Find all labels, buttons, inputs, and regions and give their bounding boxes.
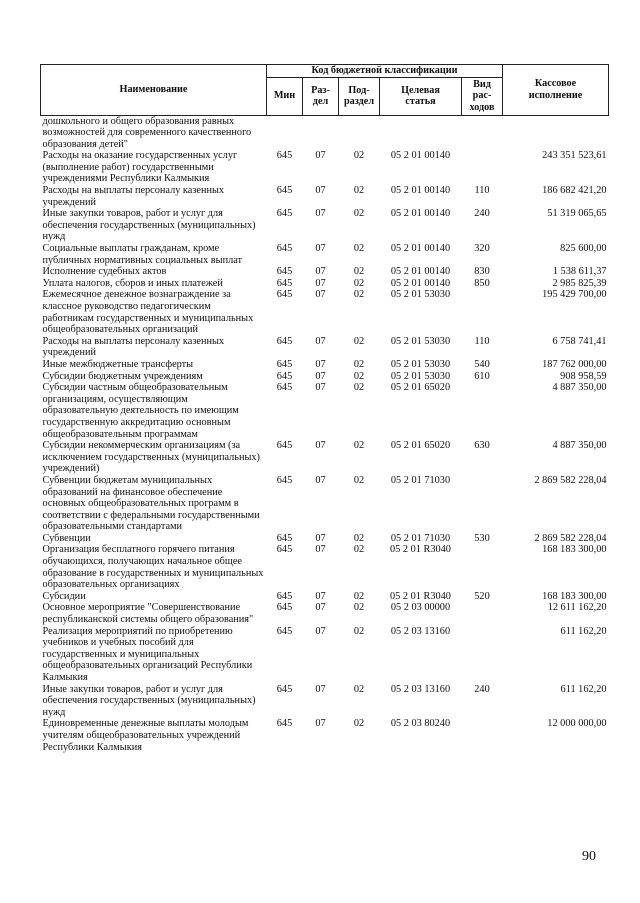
- table-row: [41, 684, 609, 719]
- row-name: Субсидии: [42, 590, 86, 602]
- row-name: Иные закупки товаров, работ и услуг для обеспечения государственных (муниципальных) нужд: [42, 683, 256, 718]
- row-expense-type: [462, 544, 503, 590]
- row-target: 05 2 01 R3040: [390, 544, 451, 556]
- table-row: [41, 336, 609, 359]
- row-razdel: 07: [315, 185, 326, 197]
- table-row: [41, 289, 609, 335]
- row-podrazdel: 02: [353, 440, 365, 452]
- row-name: Субсидии некоммерческим организациям (за исключением государственных (муниципальных) учреждений): [42, 440, 260, 475]
- table-row: [41, 718, 609, 753]
- header-podrazdel: Под- раздел: [339, 77, 380, 115]
- table-row: [41, 359, 609, 371]
- header-target: Целевая статья: [380, 77, 462, 115]
- row-min: 645: [276, 150, 293, 162]
- row-target: 05 2 01 65020: [390, 440, 451, 452]
- row-amount: 243 351 523,61: [542, 150, 607, 162]
- table-row: [41, 591, 609, 603]
- row-name: Ежемесячное денежное вознаграждение за классное руководство педагогическим работникам государственных и муниципальных общеобразовательных организаций: [42, 289, 254, 336]
- row-podrazdel: 02: [353, 185, 365, 197]
- row-razdel: 07: [315, 382, 326, 394]
- row-razdel: 07: [315, 243, 326, 255]
- row-amount: 611 162,20: [560, 683, 607, 695]
- row-razdel: 07: [315, 358, 326, 370]
- header-cash: Кассовое исполнение: [503, 65, 609, 116]
- row-razdel: 07: [315, 277, 326, 289]
- row-razdel: 07: [315, 625, 326, 637]
- row-amount: 1 538 611,37: [552, 266, 607, 278]
- row-target: 05 2 01 53030: [390, 370, 451, 382]
- row-expense-type: 630: [474, 440, 490, 452]
- row-amount: 168 183 300,00: [542, 590, 607, 602]
- row-amount: 908 958,59: [560, 370, 607, 382]
- row-min: 645: [276, 718, 293, 730]
- row-expense-type: 240: [474, 208, 490, 220]
- row-expense-type: [462, 718, 503, 753]
- row-podrazdel: 02: [353, 358, 365, 370]
- header-min: Мин: [267, 77, 303, 115]
- row-podrazdel: 02: [353, 532, 365, 544]
- row-podrazdel: 02: [353, 718, 365, 730]
- row-amount: 825 600,00: [560, 243, 607, 255]
- table-row: [41, 278, 609, 290]
- row-razdel: 07: [315, 266, 326, 278]
- row-min: 645: [276, 602, 293, 614]
- row-min: [267, 115, 303, 150]
- budget-table: [40, 64, 609, 753]
- row-razdel: [303, 115, 339, 150]
- row-name: Уплата налогов, сборов и иных платежей: [42, 277, 223, 289]
- row-min: 645: [276, 625, 293, 637]
- row-podrazdel: 02: [353, 544, 365, 556]
- row-expense-type: 110: [474, 335, 490, 347]
- table-row: [41, 382, 609, 440]
- row-name: Иные межбюджетные трансферты: [42, 358, 194, 370]
- row-name: Организация бесплатного горячего питания обучающихся, получающих начальное общее образование в государственных и муниципальных образовательных организациях: [42, 544, 264, 591]
- row-amount: [503, 115, 609, 150]
- row-amount: 611 162,20: [560, 625, 607, 637]
- row-name: Расходы на выплаты персоналу казенных учреждений: [42, 335, 225, 359]
- row-expense-type: 530: [474, 532, 490, 544]
- row-amount: 51 319 065,65: [547, 208, 607, 220]
- table-row: [41, 533, 609, 545]
- row-target: 05 2 01 71030: [390, 532, 451, 544]
- row-razdel: 07: [315, 335, 326, 347]
- table-row: [41, 185, 609, 208]
- row-razdel: 07: [315, 370, 326, 382]
- row-target: 05 2 03 00000: [390, 602, 451, 614]
- row-podrazdel: 02: [353, 683, 365, 695]
- row-amount: 2 985 825,39: [552, 277, 607, 289]
- table-row: [41, 150, 609, 185]
- row-target: 05 2 01 53030: [390, 335, 451, 347]
- row-podrazdel: 02: [353, 277, 365, 289]
- row-name: Субсидии частным общеобразовательным организациям, осуществляющим образовательную деятельность по имеющим государственную аккредитацию основным общеобразовательным программам: [42, 382, 239, 440]
- row-amount: 6 758 741,41: [552, 335, 607, 347]
- row-min: 645: [276, 382, 293, 394]
- row-target: 05 2 01 R3040: [390, 590, 451, 602]
- row-amount: 168 183 300,00: [542, 544, 607, 556]
- row-target: 05 2 01 00140: [390, 185, 451, 197]
- table-row: [41, 115, 609, 150]
- table-row: [41, 243, 609, 266]
- row-amount: 195 429 700,00: [542, 289, 607, 301]
- row-min: 645: [276, 440, 293, 452]
- row-razdel: 07: [315, 208, 326, 220]
- row-razdel: 07: [315, 544, 326, 556]
- row-expense-type: [462, 115, 503, 150]
- row-target: 05 2 01 00140: [390, 266, 451, 278]
- table-row: [41, 544, 609, 590]
- row-podrazdel: 02: [353, 243, 365, 255]
- row-expense-type: 540: [474, 358, 490, 370]
- table-body: [41, 115, 609, 753]
- row-target: 05 2 01 00140: [390, 277, 451, 289]
- row-name: Субвенции бюджетам муниципальных образований на финансовое обеспечение основных общеобразовательных программ в соответствии с федеральными государственными образовательными стандартами: [42, 474, 260, 533]
- row-expense-type: [462, 150, 503, 185]
- row-podrazdel: 02: [353, 150, 365, 162]
- row-podrazdel: 02: [353, 602, 365, 614]
- row-min: 645: [276, 532, 293, 544]
- row-min: 645: [276, 266, 293, 278]
- table-row: [41, 266, 609, 278]
- row-podrazdel: 02: [353, 474, 365, 486]
- row-target: 05 2 01 53030: [390, 289, 451, 301]
- row-podrazdel: 02: [353, 370, 365, 382]
- table-row: [41, 371, 609, 383]
- row-razdel: 07: [315, 683, 326, 695]
- table-row: [41, 208, 609, 243]
- row-name: Реализация мероприятий по приобретению учебников и учебных пособий для государственных и муниципальных общеобразовательных организаций Республики Калмыкия: [42, 625, 253, 683]
- row-amount: 187 762 000,00: [542, 358, 607, 370]
- row-min: 645: [276, 335, 293, 347]
- row-target: 05 2 01 00140: [390, 208, 451, 220]
- row-podrazdel: 02: [353, 289, 365, 301]
- row-min: 645: [276, 590, 293, 602]
- row-amount: 4 887 350,00: [552, 440, 607, 452]
- row-razdel: 07: [315, 532, 326, 544]
- table-row: [41, 626, 609, 684]
- table-row: [41, 475, 609, 533]
- table-row: [41, 602, 609, 625]
- row-razdel: 07: [315, 602, 326, 614]
- row-razdel: 07: [315, 474, 326, 486]
- row-amount: 2 869 582 228,04: [534, 474, 607, 486]
- row-amount: 186 682 421,20: [542, 185, 607, 197]
- row-amount: 12 611 162,20: [547, 602, 607, 614]
- row-expense-type: 610: [474, 370, 490, 382]
- row-expense-type: [462, 289, 503, 335]
- row-expense-type: 110: [474, 185, 490, 197]
- row-expense-type: 830: [474, 266, 490, 278]
- row-expense-type: [462, 626, 503, 684]
- row-target: 05 2 01 00140: [390, 243, 451, 255]
- row-name: Иные закупки товаров, работ и услуг для обеспечения государственных (муниципальных) нужд: [42, 208, 256, 243]
- row-min: 645: [276, 683, 293, 695]
- row-name: Расходы на оказание государственных услуг (выполнение работ) государственными учреждениями Республики Калмыкия: [42, 150, 238, 185]
- row-name: Единовременные денежные выплаты молодым учителям общеобразовательных учреждений Республики Калмыкия: [42, 718, 249, 753]
- row-podrazdel: 02: [353, 208, 365, 220]
- row-min: 645: [276, 544, 293, 556]
- row-min: 645: [276, 370, 293, 382]
- row-podrazdel: [339, 115, 380, 150]
- header-name: Наименование: [41, 65, 267, 116]
- row-expense-type: 320: [474, 243, 490, 255]
- row-expense-type: [462, 382, 503, 440]
- row-razdel: 07: [315, 590, 326, 602]
- row-name: Субвенции: [42, 532, 91, 544]
- header-expense-type: Вид рас- ходов: [462, 77, 503, 115]
- row-razdel: 07: [315, 150, 326, 162]
- table-row: [41, 440, 609, 475]
- row-podrazdel: 02: [353, 382, 365, 394]
- row-target: 05 2 01 71030: [390, 474, 451, 486]
- row-amount: 2 869 582 228,04: [534, 532, 607, 544]
- row-target: 05 2 03 13160: [390, 683, 451, 695]
- row-expense-type: [462, 475, 503, 533]
- row-expense-type: 850: [474, 277, 490, 289]
- page-number: 90: [582, 849, 596, 864]
- row-target: 05 2 01 65020: [390, 382, 451, 394]
- row-min: 645: [276, 277, 293, 289]
- row-min: 645: [276, 474, 293, 486]
- row-name: Социальные выплаты гражданам, кроме публичных нормативных социальных выплат: [42, 243, 243, 266]
- row-expense-type: [462, 602, 503, 625]
- row-amount: 12 000 000,00: [547, 718, 607, 730]
- row-razdel: 07: [315, 440, 326, 452]
- row-target: 05 2 01 53030: [390, 358, 451, 370]
- row-razdel: 07: [315, 718, 326, 730]
- row-name: Исполнение судебных актов: [42, 266, 167, 278]
- row-min: 645: [276, 289, 293, 301]
- row-min: 645: [276, 243, 293, 255]
- row-podrazdel: 02: [353, 625, 365, 637]
- row-name: Основное мероприятие "Совершенствование республиканской системы общего образования": [42, 602, 254, 626]
- row-name: Субсидии бюджетным учреждениям: [42, 370, 203, 382]
- row-podrazdel: 02: [353, 335, 365, 347]
- row-podrazdel: 02: [353, 590, 365, 602]
- row-razdel: 07: [315, 289, 326, 301]
- row-min: 645: [276, 185, 293, 197]
- row-min: 645: [276, 358, 293, 370]
- row-expense-type: 240: [474, 683, 490, 695]
- row-target: 05 2 03 80240: [390, 718, 451, 730]
- row-min: 645: [276, 208, 293, 220]
- row-name: дошкольного и общего образования равных возможностей для современного качественного образования детей": [42, 115, 252, 150]
- row-amount: 4 887 350,00: [552, 382, 607, 394]
- row-name: Расходы на выплаты персоналу казенных учреждений: [42, 185, 225, 208]
- header-razdel: Раз- дел: [303, 77, 339, 115]
- table-header: [41, 65, 609, 116]
- row-expense-type: 520: [474, 590, 490, 602]
- row-target: 05 2 03 13160: [390, 625, 451, 637]
- header-code-group: Код бюджетной классификации: [267, 65, 503, 78]
- row-target: 05 2 01 00140: [390, 150, 451, 162]
- row-podrazdel: 02: [353, 266, 365, 278]
- row-target: [380, 115, 462, 150]
